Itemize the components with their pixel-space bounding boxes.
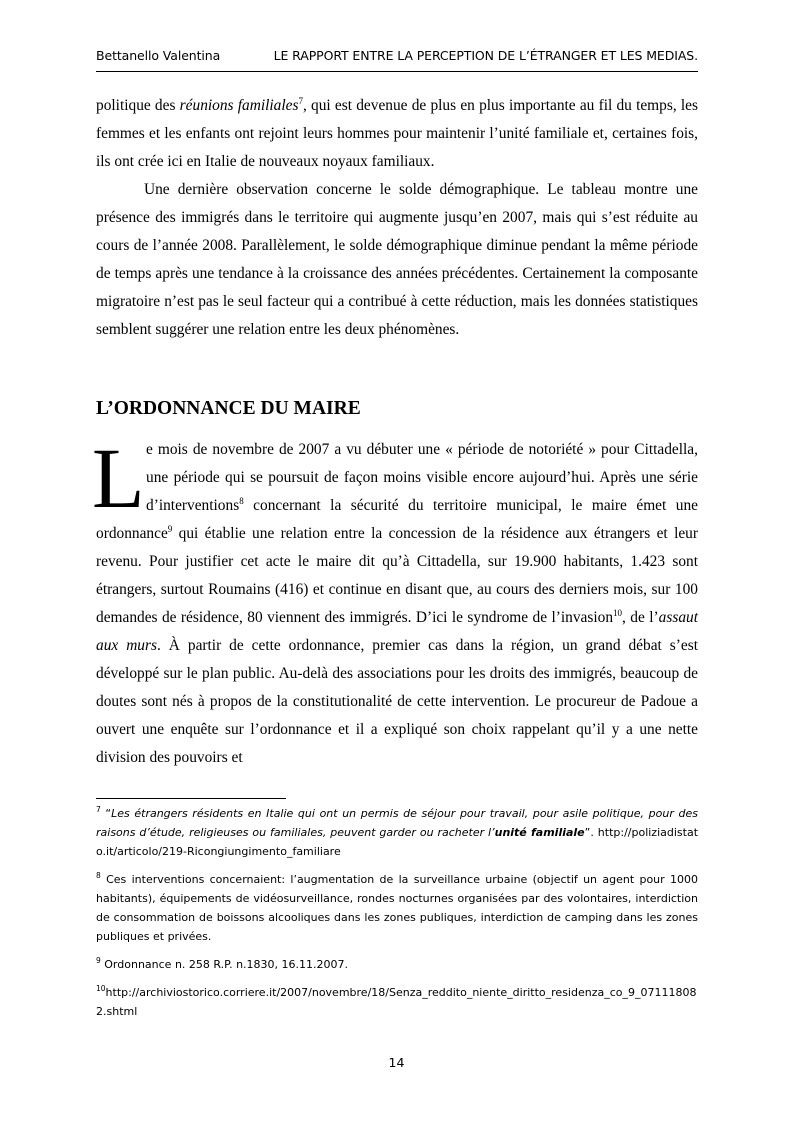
footnote-7-number: 7	[96, 805, 101, 814]
footnote-7	[96, 804, 698, 861]
footnote-10-link[interactable]: http://archiviostorico.corriere.it/2007/novembre/18/Senza_reddito_niente_diritto_residenza_co_9_071118082.shtml	[96, 986, 697, 1018]
paragraph-ordonnance	[92, 430, 698, 772]
p1-emphasis: réunions familiales	[179, 97, 299, 114]
p1-text-after: , qui est devenue de plus en plus importante au fil du temps, les femmes et les enfants ont rejoint leurs hommes pour maintenir l’unité familiale et, certaines fois, ils ont crée ici en Italie de nouveaux noyaux familiaux.	[96, 97, 698, 170]
p3-emphasis: assaut aux murs	[96, 609, 698, 654]
footnotes	[96, 804, 698, 1030]
footnote-9-number: 9	[96, 956, 101, 965]
footnote-10	[96, 983, 698, 1021]
footnote-separator	[96, 798, 286, 799]
p1-text-before: politique des	[96, 97, 180, 114]
footnote-8	[96, 870, 698, 946]
footnote-8-text: Ces interventions concernaient: l’augmentation de la surveillance urbaine (objectif un agent pour 1000 habitants), équipements de vidéosurveillance, rondes nocturnes organisées par des volontaires, interdiction de consommation de boissons alcooliques dans les zones publiques, interdiction de camping dans les zones publiques et privées.	[96, 873, 698, 943]
p3-part1: e mois de novembre de 2007 a vu débuter une « période de notoriété » pour Cittadella, une période qui se poursuit de façon moins visible encore aujourd’hui. Après une série d’interventions	[146, 441, 698, 514]
footnote-7-text: Les étrangers résidents en Italie qui ont un permis de séjour pour travail, pour asile politique, pour des raisons d’étude, religieuses ou familiales, peuvent garder ou racheter l’	[96, 807, 698, 839]
section-heading: L’ORDONNANCE DU MAIRE	[96, 398, 361, 419]
p3-part4: , de l’	[622, 609, 659, 626]
p3-part2: concernant la sécurité du territoire municipal, le maire émet une ordonnance	[96, 497, 698, 542]
footnote-10-number: 10	[96, 984, 106, 993]
header-title: LE RAPPORT ENTRE LA PERCEPTION DE L’ÉTRANGER ET LES MEDIAS.	[273, 48, 698, 63]
footnote-ref-9[interactable]: 9	[167, 524, 173, 534]
footnote-9-text: Ordonnance n. 258 R.P. n.1830, 16.11.2007.	[100, 958, 348, 971]
p3-part3: qui établie une relation entre la concession de la résidence aux étrangers et leur revenu. Pour justifier cet acte le maire dit qu’à Cittadella, sur 19.900 habitants, 1.423 sont étrangers, surtout Roumains (416) et continue en disant que, au cours des derniers mois, sur 100 demandes de résidence, 80 viennent des immigrés. D’ici le syndrome de l’invasion	[96, 525, 698, 626]
header-author: Bettanello Valentina	[96, 48, 221, 63]
footnote-7-bold: unité familiale	[494, 826, 585, 839]
footnote-ref-7[interactable]: 7	[298, 96, 303, 106]
paragraph-solde-demographique: Une dernière observation concerne le solde démographique. Le tableau montre une présence des immigrés dans le territoire qui augmente jusqu’en 2007, mais qui s’est réduite au cours de l’année 2008. Parallèlement, le solde démographique diminue pendant la même période de temps après une tendance à la croissance des années précédentes. Certainement la composante migratoire n’est pas le seul facteur qui a contribué à cette réduction, mais les données statistiques semblent suggérer une relation entre les deux phénomènes.	[96, 181, 698, 338]
footnote-7-quote-close: ”.	[584, 826, 594, 839]
footnote-7-link[interactable]: http://poliziadistato.it/articolo/219-Ricongiungimento_familiare	[96, 826, 699, 858]
footnote-9	[96, 955, 698, 974]
page-number: 14	[388, 1055, 405, 1070]
header-rule	[96, 71, 698, 72]
paragraph-reunions-familiales	[96, 92, 698, 176]
footnote-8-number: 8	[96, 871, 101, 880]
drop-cap: L	[92, 430, 145, 526]
footnote-ref-10[interactable]: 10	[613, 608, 623, 618]
footnote-7-quote-open: “	[100, 807, 112, 820]
p3-part5: . À partir de cette ordonnance, premier cas dans la région, un grand débat s’est développé sur le plan public. Au-delà des associations pour les droits des immigrés, beaucoup de doutes sont nés à propos de la constitutionalité de cette intervention. Le procureur de Padoue a ouvert une enquête sur l’ordonnance et il a expliqué son choix rappelant qu’il y a une nette division des pouvoirs et	[96, 637, 698, 766]
footnote-ref-8[interactable]: 8	[239, 496, 244, 506]
